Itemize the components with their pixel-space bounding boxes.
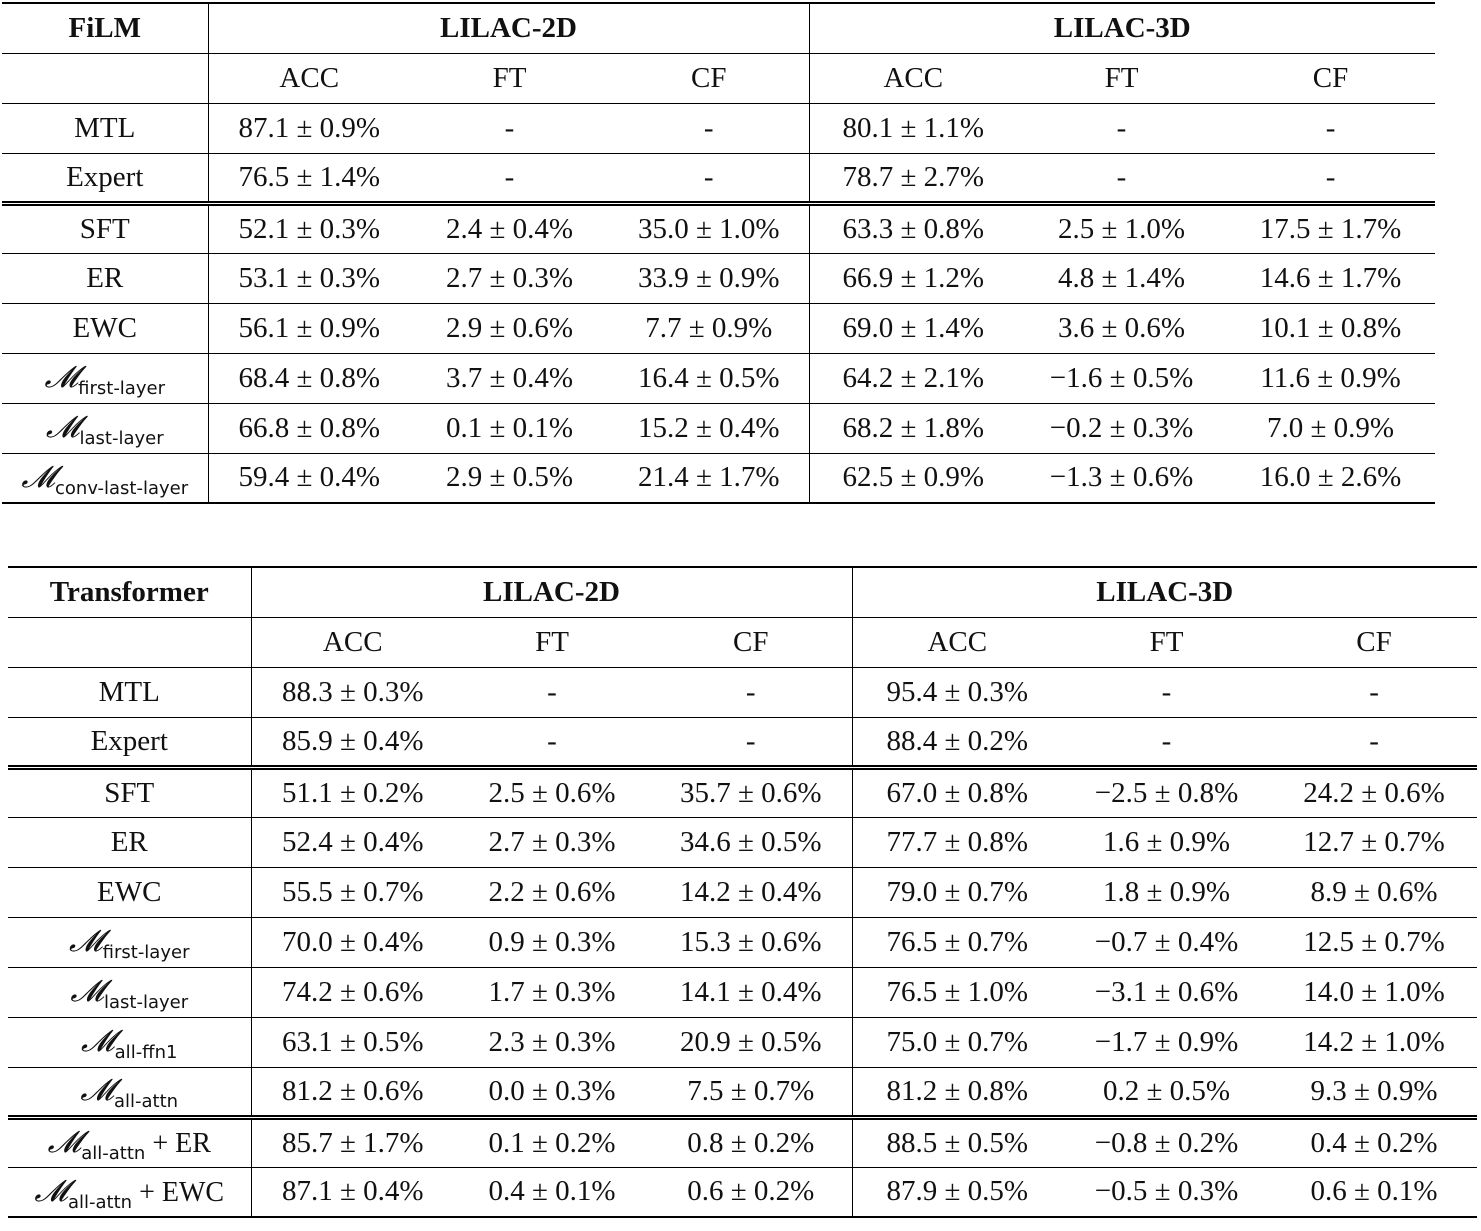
- table-cell: 1.8 ± 0.9%: [1062, 867, 1271, 917]
- table-cell: -: [410, 103, 609, 153]
- table-cell: 80.1 ± 1.1%: [809, 103, 1017, 153]
- table-cell: 4.8 ± 1.4%: [1017, 253, 1226, 303]
- table-cell: 34.6 ± 0.5%: [650, 817, 852, 867]
- table-cell: 16.4 ± 0.5%: [609, 353, 809, 403]
- method-subscript: conv-last-layer: [55, 477, 189, 499]
- table-cell: −0.8 ± 0.2%: [1062, 1117, 1271, 1167]
- table-cell: −1.7 ± 0.9%: [1062, 1017, 1271, 1067]
- table-cell: 0.4 ± 0.2%: [1271, 1117, 1477, 1167]
- table-cell: -: [1017, 103, 1226, 153]
- table-row: [2, 453, 1435, 503]
- method-symbol: 𝓜: [69, 924, 103, 959]
- group-header-lilac-3d: LILAC-3D: [809, 3, 1435, 53]
- table-cell: -: [650, 717, 852, 767]
- corner-label: FiLM: [2, 3, 208, 53]
- table-row: [2, 253, 1435, 303]
- table-cell: 2.5 ± 0.6%: [454, 767, 650, 817]
- table-cell: 0.9 ± 0.3%: [454, 917, 650, 967]
- method-label: [2, 253, 208, 303]
- table-cell: 59.4 ± 0.4%: [208, 453, 410, 503]
- table-cell: 66.9 ± 1.2%: [809, 253, 1017, 303]
- table-cell: 63.3 ± 0.8%: [809, 203, 1017, 253]
- table-cell: 69.0 ± 1.4%: [809, 303, 1017, 353]
- table-cell: −2.5 ± 0.8%: [1062, 767, 1271, 817]
- table-cell: 14.2 ± 1.0%: [1271, 1017, 1477, 1067]
- row-label-header: [8, 617, 251, 667]
- table-cell: 11.6 ± 0.9%: [1226, 353, 1435, 403]
- table-cell: 0.1 ± 0.1%: [410, 403, 609, 453]
- table-cell: 0.1 ± 0.2%: [454, 1117, 650, 1167]
- table-cell: 88.3 ± 0.3%: [251, 667, 454, 717]
- table-cell: 14.2 ± 0.4%: [650, 867, 852, 917]
- method-name: Expert: [90, 724, 168, 757]
- metric-header: ACC: [809, 53, 1017, 103]
- metric-header: ACC: [208, 53, 410, 103]
- method-subscript: all-attn: [68, 1191, 133, 1213]
- table-cell: 76.5 ± 1.0%: [852, 967, 1062, 1017]
- table-cell: -: [650, 667, 852, 717]
- table-cell: 1.6 ± 0.9%: [1062, 817, 1271, 867]
- metric-header: CF: [650, 617, 852, 667]
- table-cell: -: [1271, 717, 1477, 767]
- method-subscript: all-attn: [114, 1091, 179, 1112]
- method-name: EWC: [72, 311, 137, 344]
- metric-header: CF: [1226, 53, 1435, 103]
- table-cell: 0.8 ± 0.2%: [650, 1117, 852, 1167]
- table-cell: 2.4 ± 0.4%: [410, 203, 609, 253]
- table-cell: -: [609, 103, 809, 153]
- table-cell: 0.0 ± 0.3%: [454, 1067, 650, 1117]
- method-name: ER: [110, 825, 148, 858]
- table-cell: 14.0 ± 1.0%: [1271, 967, 1477, 1017]
- table-cell: −1.6 ± 0.5%: [1017, 353, 1226, 403]
- method-symbol: 𝓜: [21, 459, 55, 495]
- method-label: [8, 867, 251, 917]
- transformer-table-body: [8, 667, 1477, 1217]
- table-cell: 79.0 ± 0.7%: [852, 867, 1062, 917]
- method-name: SFT: [79, 212, 130, 245]
- method-symbol: 𝓜: [47, 1125, 82, 1160]
- method-suffix: + ER: [145, 1128, 211, 1159]
- method-label: [2, 203, 208, 253]
- table-cell: 81.2 ± 0.8%: [852, 1067, 1062, 1117]
- group-header-lilac-3d: LILAC-3D: [852, 567, 1477, 617]
- group-header-row: [8, 567, 1477, 617]
- transformer-results-table: [8, 566, 1477, 1218]
- table-cell: 87.1 ± 0.9%: [208, 103, 410, 153]
- method-subscript: first-layer: [78, 378, 165, 399]
- method-label: [2, 103, 208, 153]
- table-cell: −0.5 ± 0.3%: [1062, 1167, 1271, 1217]
- method-label: [8, 1017, 251, 1067]
- table-cell: 85.7 ± 1.7%: [251, 1117, 454, 1167]
- table-cell: -: [454, 717, 650, 767]
- table-cell: 87.1 ± 0.4%: [251, 1167, 454, 1217]
- table-row: [8, 1017, 1477, 1067]
- table-cell: 2.7 ± 0.3%: [454, 817, 650, 867]
- table-cell: −1.3 ± 0.6%: [1017, 453, 1226, 503]
- metric-header-row: [2, 53, 1435, 103]
- table-cell: -: [1226, 153, 1435, 203]
- table-row: [8, 1117, 1477, 1167]
- table-cell: 76.5 ± 0.7%: [852, 917, 1062, 967]
- method-label: [2, 153, 208, 203]
- table-cell: 76.5 ± 1.4%: [208, 153, 410, 203]
- table-cell: 2.3 ± 0.3%: [454, 1017, 650, 1067]
- table-cell: 14.6 ± 1.7%: [1226, 253, 1435, 303]
- metric-header: ACC: [852, 617, 1062, 667]
- method-label: [8, 967, 251, 1017]
- table-cell: 64.2 ± 2.1%: [809, 353, 1017, 403]
- method-label: [8, 717, 251, 767]
- table-cell: 14.1 ± 0.4%: [650, 967, 852, 1017]
- table-row: [2, 403, 1435, 453]
- table-row: [8, 817, 1477, 867]
- table-cell: 12.5 ± 0.7%: [1271, 917, 1477, 967]
- method-subscript: all-ffn1: [114, 1042, 178, 1063]
- metric-header: CF: [1271, 617, 1477, 667]
- table-cell: 10.1 ± 0.8%: [1226, 303, 1435, 353]
- table-cell: 87.9 ± 0.5%: [852, 1167, 1062, 1217]
- table-cell: 62.5 ± 0.9%: [809, 453, 1017, 503]
- method-symbol: 𝓜: [81, 1024, 115, 1059]
- table-cell: 24.2 ± 0.6%: [1271, 767, 1477, 817]
- table-cell: 66.8 ± 0.8%: [208, 403, 410, 453]
- table-cell: 0.4 ± 0.1%: [454, 1167, 650, 1217]
- method-name: ER: [86, 261, 124, 294]
- table-row: [8, 967, 1477, 1017]
- table-cell: 3.6 ± 0.6%: [1017, 303, 1226, 353]
- table-row: [8, 1067, 1477, 1117]
- table-cell: 70.0 ± 0.4%: [251, 917, 454, 967]
- table-cell: 53.1 ± 0.3%: [208, 253, 410, 303]
- table-cell: 52.4 ± 0.4%: [251, 817, 454, 867]
- method-name: EWC: [97, 875, 162, 908]
- table-row: [8, 867, 1477, 917]
- table-cell: -: [410, 153, 609, 203]
- table-cell: 7.0 ± 0.9%: [1226, 403, 1435, 453]
- table-row: [2, 353, 1435, 403]
- method-subscript: all-attn: [81, 1143, 146, 1164]
- method-label: [8, 1117, 251, 1167]
- method-label: [2, 303, 208, 353]
- method-symbol: 𝓜: [70, 974, 104, 1009]
- table-cell: 8.9 ± 0.6%: [1271, 867, 1477, 917]
- table-cell: 2.9 ± 0.5%: [410, 453, 609, 503]
- table-cell: 9.3 ± 0.9%: [1271, 1067, 1477, 1117]
- method-name: Expert: [66, 160, 144, 193]
- table-cell: 95.4 ± 0.3%: [852, 667, 1062, 717]
- method-suffix: + EWC: [132, 1176, 225, 1208]
- film-results-table: [2, 2, 1435, 504]
- table-row: [8, 917, 1477, 967]
- table-cell: 2.7 ± 0.3%: [410, 253, 609, 303]
- table-cell: 7.5 ± 0.7%: [650, 1067, 852, 1117]
- method-subscript: last-layer: [103, 992, 189, 1013]
- method-label: [8, 767, 251, 817]
- method-label: [8, 1167, 251, 1217]
- method-name: MTL: [98, 675, 160, 708]
- table-cell: 0.2 ± 0.5%: [1062, 1067, 1271, 1117]
- table-cell: 35.7 ± 0.6%: [650, 767, 852, 817]
- film-table-body: [2, 103, 1435, 503]
- method-label: [8, 817, 251, 867]
- table-cell: 77.7 ± 0.8%: [852, 817, 1062, 867]
- method-symbol: 𝓜: [80, 1073, 114, 1108]
- table-row: [2, 303, 1435, 353]
- table-cell: 75.0 ± 0.7%: [852, 1017, 1062, 1067]
- table-cell: −0.7 ± 0.4%: [1062, 917, 1271, 967]
- table-cell: 33.9 ± 0.9%: [609, 253, 809, 303]
- metric-header: FT: [1017, 53, 1226, 103]
- table-cell: 0.6 ± 0.1%: [1271, 1167, 1477, 1217]
- table-row: [8, 1167, 1477, 1217]
- table-cell: 52.1 ± 0.3%: [208, 203, 410, 253]
- table-cell: -: [1017, 153, 1226, 203]
- table-cell: 1.7 ± 0.3%: [454, 967, 650, 1017]
- group-header-lilac-2d: LILAC-2D: [251, 567, 852, 617]
- method-subscript: first-layer: [102, 942, 190, 963]
- table-row: [2, 203, 1435, 253]
- table-cell: 68.4 ± 0.8%: [208, 353, 410, 403]
- table-cell: 81.2 ± 0.6%: [251, 1067, 454, 1117]
- method-name: SFT: [104, 776, 155, 809]
- table-cell: 56.1 ± 0.9%: [208, 303, 410, 353]
- method-label: [2, 453, 208, 503]
- table-cell: 2.2 ± 0.6%: [454, 867, 650, 917]
- table-cell: 3.7 ± 0.4%: [410, 353, 609, 403]
- table-cell: 67.0 ± 0.8%: [852, 767, 1062, 817]
- table-cell: 2.9 ± 0.6%: [410, 303, 609, 353]
- method-label: [8, 667, 251, 717]
- table-cell: 55.5 ± 0.7%: [251, 867, 454, 917]
- table-cell: -: [1226, 103, 1435, 153]
- table-cell: 51.1 ± 0.2%: [251, 767, 454, 817]
- method-symbol: 𝓜: [45, 410, 80, 445]
- table-cell: 15.3 ± 0.6%: [650, 917, 852, 967]
- table-row: [2, 103, 1435, 153]
- metric-header-row: [8, 617, 1477, 667]
- group-header-row: [2, 3, 1435, 53]
- row-label-header: [2, 53, 208, 103]
- table-row: [2, 153, 1435, 203]
- metric-header: ACC: [251, 617, 454, 667]
- table-cell: 74.2 ± 0.6%: [251, 967, 454, 1017]
- table-cell: -: [1062, 667, 1271, 717]
- method-symbol: 𝓜: [34, 1173, 68, 1209]
- method-label: [8, 917, 251, 967]
- table-cell: 35.0 ± 1.0%: [609, 203, 809, 253]
- corner-label: Transformer: [8, 567, 251, 617]
- method-subscript: last-layer: [79, 428, 164, 449]
- method-label: [8, 1067, 251, 1117]
- table-cell: 88.4 ± 0.2%: [852, 717, 1062, 767]
- table-cell: −3.1 ± 0.6%: [1062, 967, 1271, 1017]
- table-cell: 85.9 ± 0.4%: [251, 717, 454, 767]
- table-cell: 20.9 ± 0.5%: [650, 1017, 852, 1067]
- metric-header: FT: [410, 53, 609, 103]
- table-row: [8, 717, 1477, 767]
- table-cell: 7.7 ± 0.9%: [609, 303, 809, 353]
- method-label: [2, 403, 208, 453]
- method-label: [2, 353, 208, 403]
- metric-header: FT: [454, 617, 650, 667]
- table-cell: 0.6 ± 0.2%: [650, 1167, 852, 1217]
- table-cell: -: [1271, 667, 1477, 717]
- table-cell: 2.5 ± 1.0%: [1017, 203, 1226, 253]
- table-cell: −0.2 ± 0.3%: [1017, 403, 1226, 453]
- table-cell: 68.2 ± 1.8%: [809, 403, 1017, 453]
- metric-header: CF: [609, 53, 809, 103]
- table-cell: -: [454, 667, 650, 717]
- method-symbol: 𝓜: [44, 360, 79, 395]
- table-row: [8, 767, 1477, 817]
- table-cell: -: [1062, 717, 1271, 767]
- metric-header: FT: [1062, 617, 1271, 667]
- method-name: MTL: [74, 111, 136, 144]
- table-cell: 12.7 ± 0.7%: [1271, 817, 1477, 867]
- table-cell: 78.7 ± 2.7%: [809, 153, 1017, 203]
- table-cell: 88.5 ± 0.5%: [852, 1117, 1062, 1167]
- table-cell: 17.5 ± 1.7%: [1226, 203, 1435, 253]
- table-cell: 21.4 ± 1.7%: [609, 453, 809, 503]
- table-cell: 15.2 ± 0.4%: [609, 403, 809, 453]
- table-row: [8, 667, 1477, 717]
- table-cell: 16.0 ± 2.6%: [1226, 453, 1435, 503]
- group-header-lilac-2d: LILAC-2D: [208, 3, 809, 53]
- table-cell: 63.1 ± 0.5%: [251, 1017, 454, 1067]
- table-cell: -: [609, 153, 809, 203]
